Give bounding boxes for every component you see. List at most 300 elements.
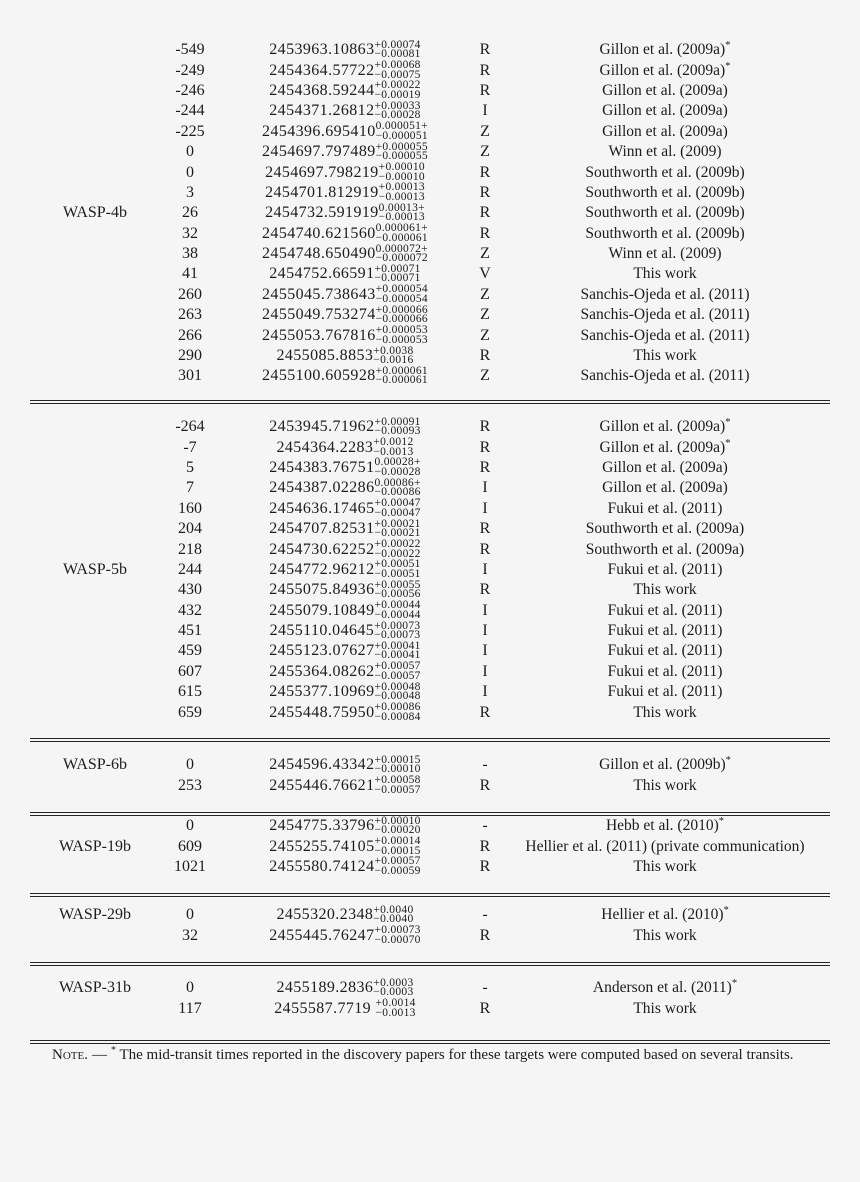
uncertainty-lower: −0.00051 — [374, 567, 421, 580]
reference-cell: Fukui et al. (2011) — [607, 622, 723, 640]
transit-time-cell — [220, 814, 470, 837]
epoch-cell: -246 — [175, 81, 205, 99]
reference-cell: Gillon et al. (2009a)* — [599, 437, 731, 456]
transit-time-cell — [220, 662, 470, 681]
filter-cell: Z — [480, 285, 490, 303]
transit-time-cell — [220, 857, 470, 876]
uncertainty-stack — [374, 517, 421, 540]
transit-time-value: 2454383.76751 — [269, 458, 375, 476]
transit-time-cell — [220, 540, 470, 559]
transit-time-value: 2454368.59244 — [269, 81, 375, 99]
filter-cell: - — [482, 817, 488, 835]
table-row — [30, 499, 830, 519]
table-row — [30, 601, 830, 621]
uncertainty-lower: −0.000054 — [375, 292, 428, 305]
filter-cell: Z — [480, 326, 490, 344]
transit-time-cell — [220, 458, 470, 477]
uncertainty-stack — [374, 81, 420, 100]
uncertainty-lower: −0.00057 — [374, 783, 421, 796]
filter-cell: Z — [480, 122, 490, 140]
uncertainty-upper: +0.00055 — [374, 578, 421, 591]
uncertainty-upper: 0.00028+ — [374, 456, 421, 469]
uncertainty-upper: +0.00010 — [378, 161, 425, 174]
reference-cell: Southworth et al. (2009b) — [585, 224, 745, 242]
transit-time-cell — [220, 578, 470, 601]
table-row — [30, 325, 830, 345]
epoch-cell: 451 — [178, 622, 202, 640]
uncertainty-upper: +0.0014 — [375, 997, 416, 1010]
epoch-cell: -249 — [175, 61, 205, 79]
uncertainty-upper: +0.00074 — [374, 38, 421, 51]
uncertainty-stack — [374, 639, 421, 662]
planet-section-wasp-31b — [30, 978, 830, 1019]
table-row — [30, 101, 830, 121]
table-row — [30, 925, 830, 945]
table-row — [30, 224, 830, 244]
uncertainty-stack — [375, 242, 428, 265]
epoch-cell: 7 — [186, 479, 194, 497]
table-row — [30, 857, 830, 877]
uncertainty-lower: −0.00056 — [374, 588, 421, 601]
uncertainty-stack — [374, 837, 420, 856]
note-dash: — — [91, 1047, 107, 1063]
epoch-cell: 459 — [178, 642, 202, 660]
table-row — [30, 437, 830, 457]
reference-cell: Southworth et al. (2009a) — [585, 540, 745, 558]
uncertainty-lower: −0.0040 — [373, 913, 414, 926]
table-row — [30, 580, 830, 600]
epoch-cell: 5 — [186, 458, 194, 476]
uncertainty-stack — [374, 680, 421, 703]
uncertainty-upper: +0.00048 — [374, 680, 421, 693]
uncertainty-stack — [374, 458, 420, 477]
note-label: Note. — [52, 1047, 88, 1063]
transit-time-cell — [220, 61, 470, 80]
filter-cell: R — [479, 581, 491, 599]
filter-cell: R — [479, 163, 491, 181]
uncertainty-lower: −0.00073 — [374, 629, 421, 642]
planet-cell: WASP-19b — [58, 837, 131, 855]
epoch-cell: 260 — [178, 285, 202, 303]
filter-cell: R — [479, 837, 491, 855]
epoch-cell: -7 — [183, 438, 197, 456]
uncertainty-stack — [376, 122, 428, 141]
uncertainty-lower: −0.00019 — [374, 88, 421, 101]
uncertainty-stack — [374, 415, 421, 438]
uncertainty-lower: −0.00010 — [378, 170, 425, 183]
uncertainty-upper: +0.0012 — [373, 436, 414, 449]
uncertainty-stack — [374, 476, 421, 499]
uncertainty-stack — [374, 560, 420, 579]
filter-cell: Z — [480, 143, 490, 161]
transit-time-value: 2454707.82531 — [269, 520, 375, 538]
reference-cell: Gillon et al. (2009a) — [602, 81, 728, 99]
reference-cell: Gillon et al. (2009a) — [602, 122, 728, 140]
uncertainty-upper: +0.000061 — [375, 364, 428, 377]
epoch-cell: 0 — [186, 756, 194, 774]
transit-time-value: 2453945.71962 — [269, 418, 375, 436]
uncertainty-lower: −0.00093 — [374, 425, 421, 438]
uncertainty-lower: −0.00010 — [374, 763, 421, 776]
transit-time-cell — [220, 262, 470, 285]
uncertainty-stack — [374, 262, 421, 285]
table-row — [30, 641, 830, 661]
transit-time-value: 2454740.621560 — [262, 224, 376, 242]
transit-time-value: 2455320.2348 — [276, 906, 374, 924]
epoch-cell: 607 — [178, 662, 202, 680]
reference-cell: Sanchis-Ojeda et al. (2011) — [580, 285, 750, 303]
table-row — [30, 40, 830, 60]
uncertainty-lower: −0.00028 — [374, 109, 421, 122]
note-star-marker: * — [110, 1045, 116, 1056]
epoch-cell: 290 — [178, 347, 202, 365]
uncertainty-upper: +0.00015 — [374, 753, 421, 766]
uncertainty-stack — [376, 326, 428, 345]
transit-time-value: 2454697.797489 — [262, 143, 376, 161]
table-row — [30, 478, 830, 498]
filter-cell: - — [482, 979, 488, 997]
transit-time-value: 2455075.84936 — [269, 581, 375, 599]
transit-time-cell — [220, 601, 470, 620]
uncertainty-lower: −0.0013 — [373, 445, 414, 458]
uncertainty-upper: +0.00041 — [374, 639, 421, 652]
transit-time-value: 2454748.650490 — [262, 245, 376, 263]
transit-time-value: 2455085.8853 — [276, 347, 374, 365]
transit-time-cell — [220, 438, 470, 457]
filter-cell: R — [479, 520, 491, 538]
transit-time-cell — [220, 326, 470, 345]
uncertainty-lower: −0.00020 — [374, 824, 421, 837]
reference-cell: Fukui et al. (2011) — [607, 683, 723, 701]
transit-time-cell — [220, 639, 470, 662]
table-row — [30, 183, 830, 203]
table-row — [30, 81, 830, 101]
reference-cell: Gillon et al. (2009a)* — [599, 417, 731, 436]
reference-cell: This work — [633, 347, 697, 365]
section-divider-rule — [30, 812, 830, 816]
uncertainty-stack — [374, 99, 421, 122]
epoch-cell: 263 — [178, 306, 202, 324]
uncertainty-lower: −0.00021 — [374, 527, 421, 540]
reference-cell: Anderson et al. (2011)* — [592, 978, 738, 997]
epoch-cell: 0 — [186, 979, 194, 997]
table-row — [30, 816, 830, 836]
reference-cell: Southworth et al. (2009b) — [585, 163, 745, 181]
table-row — [30, 539, 830, 559]
transit-time-cell — [220, 122, 470, 141]
transit-time-cell — [220, 517, 470, 540]
uncertainty-stack — [375, 364, 428, 387]
filter-cell: R — [479, 41, 491, 59]
uncertainty-stack — [376, 224, 428, 243]
uncertainty-upper: +0.00073 — [374, 619, 421, 632]
uncertainty-upper: +0.00010 — [374, 814, 421, 827]
planet-section-wasp-29b — [30, 905, 830, 946]
uncertainty-stack — [374, 776, 420, 795]
uncertainty-stack — [374, 857, 420, 876]
table-row — [30, 621, 830, 641]
table-row — [30, 682, 830, 702]
uncertainty-upper: +0.00051 — [374, 558, 421, 571]
reference-cell: Southworth et al. (2009a) — [585, 520, 745, 538]
transit-time-cell — [220, 242, 470, 265]
uncertainty-stack — [375, 303, 428, 326]
transit-time-cell — [220, 499, 470, 518]
transit-time-value: 2455045.738643 — [262, 285, 376, 303]
filter-cell: I — [482, 642, 488, 660]
transit-time-cell — [220, 224, 470, 243]
filter-cell: I — [482, 601, 488, 619]
reference-cell: Southworth et al. (2009b) — [585, 183, 745, 201]
uncertainty-upper: +0.00021 — [374, 517, 421, 530]
filter-cell: - — [482, 756, 488, 774]
transit-time-cell — [220, 201, 470, 224]
planet-cell: WASP-5b — [62, 560, 127, 578]
epoch-cell: 41 — [182, 265, 198, 283]
uncertainty-upper: +0.000055 — [375, 140, 428, 153]
filter-cell: R — [479, 204, 491, 222]
table-row — [30, 122, 830, 142]
epoch-cell: 204 — [178, 520, 202, 538]
planet-cell: WASP-29b — [58, 906, 131, 924]
filter-cell: Z — [480, 367, 490, 385]
transit-time-cell — [220, 976, 470, 999]
reference-cell: This work — [633, 776, 697, 794]
reference-star-marker: * — [725, 60, 731, 72]
uncertainty-lower: −0.00044 — [374, 608, 421, 621]
transit-time-cell — [220, 926, 470, 945]
transit-time-value: 2454364.57722 — [269, 61, 375, 79]
reference-cell: Winn et al. (2009) — [608, 245, 722, 263]
reference-star-marker: * — [725, 40, 731, 52]
filter-cell: Z — [480, 306, 490, 324]
transit-time-value: 2455445.76247 — [269, 926, 375, 944]
uncertainty-stack — [374, 814, 421, 837]
note-text: The mid-transit times reported in the discovery papers for these targets were computed based on several transits. — [119, 1047, 794, 1063]
uncertainty-lower: −0.00013 — [378, 211, 425, 224]
uncertainty-lower: −0.0013 — [375, 1006, 416, 1019]
uncertainty-lower: −0.00059 — [374, 864, 421, 877]
uncertainty-stack — [376, 285, 428, 304]
filter-cell: R — [479, 81, 491, 99]
epoch-cell: 1021 — [174, 857, 206, 875]
reference-cell: This work — [633, 857, 697, 875]
transit-time-value: 2455110.04645 — [269, 622, 375, 640]
reference-star-marker: * — [725, 755, 731, 767]
reference-cell: Gillon et al. (2009a) — [602, 102, 728, 120]
reference-cell: Hebb et al. (2010)* — [605, 816, 725, 835]
transit-time-cell — [220, 776, 470, 795]
transit-time-value: 2455123.07627 — [269, 642, 375, 660]
epoch-cell: 0 — [186, 163, 194, 181]
transit-time-cell — [220, 837, 470, 856]
reference-cell: Fukui et al. (2011) — [607, 560, 723, 578]
filter-cell: R — [479, 703, 491, 721]
transit-time-value: 2454364.2283 — [276, 438, 374, 456]
epoch-cell: 659 — [178, 703, 202, 721]
transit-time-value: 2454596.43342 — [269, 756, 375, 774]
section-divider-rule — [30, 400, 830, 404]
reference-cell: This work — [633, 703, 697, 721]
transit-time-cell — [220, 903, 470, 926]
filter-cell: R — [479, 776, 491, 794]
filter-cell: R — [479, 61, 491, 79]
table-row — [30, 366, 830, 386]
epoch-cell: 218 — [178, 540, 202, 558]
filter-cell: I — [482, 479, 488, 497]
filter-cell: V — [479, 265, 491, 283]
filter-cell: R — [479, 857, 491, 875]
uncertainty-upper: +0.00013 — [378, 181, 425, 194]
uncertainty-lower: −0.00047 — [374, 506, 421, 519]
uncertainty-upper: +0.00058 — [374, 774, 421, 787]
uncertainty-upper: +0.00047 — [374, 497, 421, 510]
epoch-cell: 244 — [178, 560, 202, 578]
uncertainty-upper: +0.000054 — [375, 283, 428, 296]
transit-time-value: 2454730.62252 — [269, 540, 375, 558]
transit-time-value: 2455189.2836 — [276, 979, 374, 997]
uncertainty-lower: −0.00028 — [374, 465, 421, 478]
uncertainty-upper: 0.000061+ — [375, 222, 428, 235]
epoch-cell: 266 — [178, 326, 202, 344]
transit-time-value: 2455053.767816 — [262, 326, 376, 344]
transit-time-value: 2454636.17465 — [269, 499, 375, 517]
table-row — [30, 560, 830, 580]
transit-time-cell — [220, 680, 470, 703]
transit-time-value: 2453963.10863 — [269, 41, 375, 59]
uncertainty-stack — [374, 61, 420, 80]
uncertainty-lower: −0.00070 — [374, 933, 421, 946]
uncertainty-lower: −0.00048 — [374, 690, 421, 703]
filter-cell: R — [479, 418, 491, 436]
transit-time-value: 2455587.7719 — [274, 999, 376, 1017]
transit-time-value: 2454387.02286 — [269, 479, 375, 497]
transit-time-cell — [220, 140, 470, 163]
transit-time-value: 2455377.10969 — [269, 683, 375, 701]
reference-cell: Fukui et al. (2011) — [607, 642, 723, 660]
table-row — [30, 458, 830, 478]
transit-time-value: 2455364.08262 — [269, 662, 375, 680]
reference-cell: Southworth et al. (2009b) — [585, 204, 745, 222]
uncertainty-upper: +0.0040 — [373, 903, 414, 916]
reference-cell: Hellier et al. (2011) (private communication) — [525, 837, 805, 855]
uncertainty-stack — [374, 499, 420, 518]
reference-cell: This work — [633, 265, 697, 283]
filter-cell: I — [482, 560, 488, 578]
uncertainty-upper: +0.00022 — [374, 79, 421, 92]
epoch-cell: 38 — [182, 245, 198, 263]
filter-cell: I — [482, 102, 488, 120]
uncertainty-lower: −0.00071 — [374, 272, 421, 285]
reference-cell: Sanchis-Ojeda et al. (2011) — [580, 326, 750, 344]
uncertainty-lower: −0.000061 — [375, 231, 428, 244]
table-row — [30, 264, 830, 284]
epoch-cell: 615 — [178, 683, 202, 701]
epoch-cell: 32 — [182, 224, 198, 242]
uncertainty-upper: 0.00013+ — [378, 201, 425, 214]
transit-time-value: 2454396.695410 — [262, 122, 376, 140]
epoch-cell: 301 — [178, 367, 202, 385]
uncertainty-lower: −0.000061 — [375, 374, 428, 387]
uncertainty-stack — [375, 140, 428, 163]
epoch-cell: 430 — [178, 581, 202, 599]
epoch-cell: 432 — [178, 601, 202, 619]
epoch-cell: -264 — [175, 418, 205, 436]
table-row — [30, 702, 830, 722]
reference-cell: Fukui et al. (2011) — [607, 499, 723, 517]
reference-cell: Gillon et al. (2009a)* — [599, 40, 731, 59]
filter-cell: R — [479, 347, 491, 365]
filter-cell: Z — [480, 245, 490, 263]
reference-star-marker: * — [731, 978, 738, 990]
table-row — [30, 285, 830, 305]
epoch-cell: 609 — [178, 837, 202, 855]
table-row — [30, 775, 830, 795]
table-row — [30, 305, 830, 325]
table-row — [30, 905, 830, 925]
transit-time-cell — [220, 99, 470, 122]
uncertainty-lower: −0.00075 — [374, 68, 421, 81]
transit-time-value: 2455079.10849 — [269, 601, 375, 619]
uncertainty-lower: −0.000066 — [375, 313, 428, 326]
epoch-cell: -244 — [175, 102, 205, 120]
uncertainty-stack — [378, 201, 425, 224]
table-row — [30, 346, 830, 366]
table-row — [30, 755, 830, 775]
uncertainty-upper: +0.00022 — [374, 538, 421, 551]
planet-cell: WASP-6b — [62, 756, 127, 774]
filter-cell: R — [479, 224, 491, 242]
transit-time-cell — [220, 285, 470, 304]
transit-time-cell — [220, 344, 470, 367]
uncertainty-stack — [374, 753, 421, 776]
planet-section-wasp-5b — [30, 417, 830, 723]
transit-time-cell — [220, 38, 470, 61]
transit-time-value: 2455580.74124 — [269, 857, 375, 875]
uncertainty-upper: +0.00086 — [374, 701, 421, 714]
transit-time-value: 2454732.591919 — [265, 204, 379, 222]
uncertainty-lower: −0.00086 — [374, 486, 421, 499]
transit-time-value: 2454775.33796 — [269, 817, 375, 835]
uncertainty-stack — [374, 578, 421, 601]
uncertainty-lower: −0.000072 — [375, 252, 428, 265]
filter-cell: - — [482, 906, 488, 924]
transit-time-value: 2455255.74105 — [269, 837, 375, 855]
uncertainty-upper: +0.00068 — [374, 59, 421, 72]
uncertainty-lower: −0.00015 — [374, 844, 421, 857]
transit-time-cell — [220, 476, 470, 499]
uncertainty-stack — [374, 619, 421, 642]
transit-time-value: 2455448.75950 — [269, 703, 375, 721]
transit-time-cell — [220, 81, 470, 100]
filter-cell: I — [482, 622, 488, 640]
table-row — [30, 162, 830, 182]
filter-cell: I — [482, 683, 488, 701]
reference-cell: Gillon et al. (2009a) — [602, 458, 728, 476]
table-row — [30, 836, 830, 856]
uncertainty-upper: +0.000066 — [375, 303, 428, 316]
epoch-cell: 0 — [186, 906, 194, 924]
reference-star-marker: * — [725, 437, 731, 449]
filter-cell: R — [479, 999, 491, 1017]
table-row — [30, 60, 830, 80]
uncertainty-stack — [373, 976, 414, 999]
filter-cell: R — [479, 183, 491, 201]
transit-time-value: 2455446.76621 — [269, 776, 375, 794]
transit-time-cell — [220, 183, 470, 202]
epoch-cell: 26 — [182, 204, 198, 222]
reference-star-marker: * — [725, 417, 731, 429]
